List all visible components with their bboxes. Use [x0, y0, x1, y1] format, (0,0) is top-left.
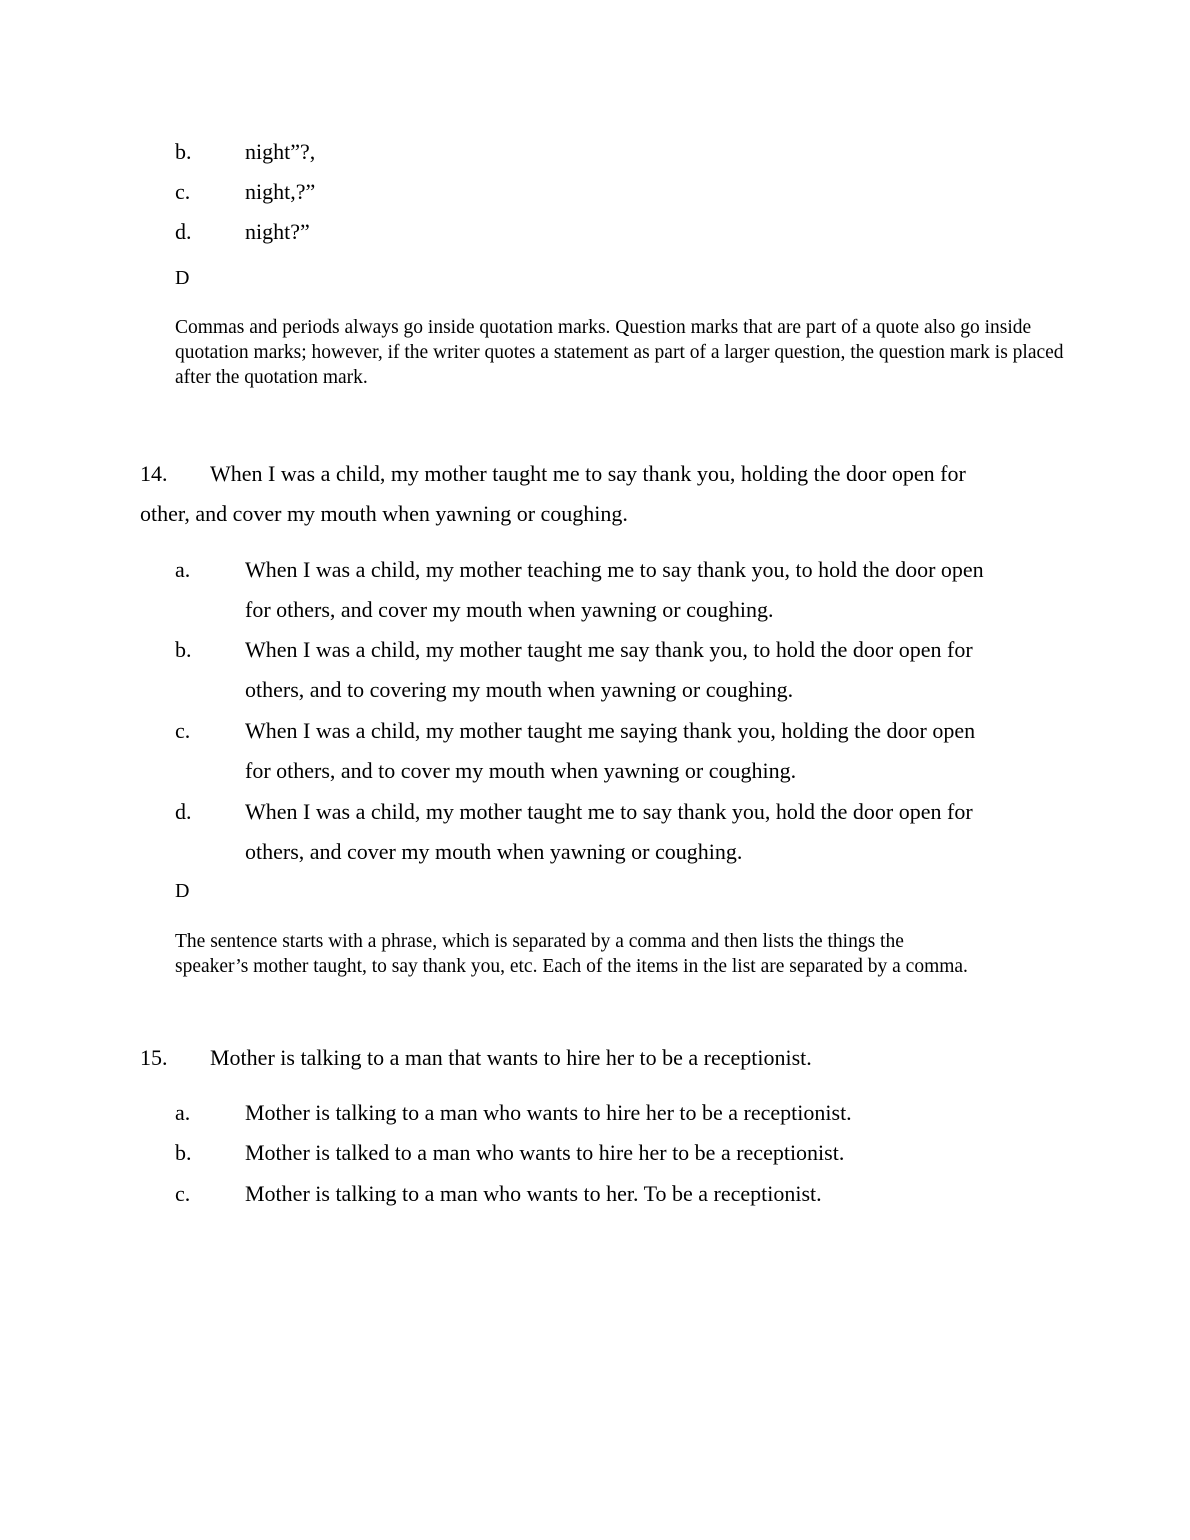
q14-answer: D [175, 880, 190, 902]
option-line: for others, and cover my mouth when yawning or coughing. [245, 597, 774, 622]
option-text: night?” [245, 219, 310, 244]
question-number: 15. [140, 1045, 168, 1070]
q14-explanation [175, 929, 1070, 979]
q14-stem-line2: other, and cover my mouth when yawning or coughing. [140, 501, 628, 526]
q15-stem [140, 1038, 1040, 1078]
explanation-line: The sentence starts with a phrase, which is separated by a comma and then lists the things the [175, 931, 904, 952]
q14-stem-line1 [140, 454, 1040, 494]
option-letter: a. [175, 557, 191, 582]
option-letter: c. [175, 718, 191, 743]
q13-explanation: Commas and periods always go inside quotation marks. Question marks that are part of a quote also go inside quotation marks; however, if the writer quotes a statement as part of a larger question, the question mark is placed after the quotation mark. [175, 317, 1064, 388]
option-letter: d. [175, 219, 192, 244]
option-text: night”?, [245, 139, 316, 164]
option-text [245, 711, 1045, 791]
option-line: for others, and to cover my mouth when yawning or coughing. [245, 758, 797, 783]
option-letter: b. [175, 1140, 192, 1165]
option-letter: b. [175, 637, 192, 662]
option-line: When I was a child, my mother taught me to say thank you, hold the door open for [245, 799, 973, 824]
option-text [245, 792, 1045, 872]
option-line: others, and cover my mouth when yawning or coughing. [245, 839, 743, 864]
option-letter: d. [175, 799, 192, 824]
explanation-line: speaker’s mother taught, to say thank you, etc. Each of the items in the list are separated by a comma. [175, 956, 968, 977]
option-text: Mother is talking to a man who wants to her. To be a receptionist. [245, 1181, 822, 1206]
option-text [245, 550, 1045, 630]
option-text [245, 630, 1045, 710]
option-line: When I was a child, my mother taught me say thank you, to hold the door open for [245, 637, 973, 662]
q14-stem [140, 454, 1040, 534]
question-text: Mother is talking to a man that wants to hire her to be a receptionist. [210, 1045, 812, 1070]
option-text: Mother is talking to a man who wants to hire her to be a receptionist. [245, 1100, 852, 1125]
option-letter: c. [175, 1181, 191, 1206]
question-text: When I was a child, my mother taught me to say thank you, holding the door open for [210, 461, 966, 486]
option-text: night,?” [245, 179, 316, 204]
option-letter: b. [175, 139, 192, 164]
option-letter: a. [175, 1100, 191, 1125]
option-line: When I was a child, my mother teaching me to say thank you, to hold the door open [245, 557, 984, 582]
question-number: 14. [140, 461, 168, 486]
option-line: When I was a child, my mother taught me saying thank you, holding the door open [245, 718, 976, 743]
q13-answer: D [175, 267, 190, 289]
option-line: others, and to covering my mouth when yawning or coughing. [245, 677, 794, 702]
option-letter: c. [175, 179, 191, 204]
option-text: Mother is talked to a man who wants to hire her to be a receptionist. [245, 1140, 845, 1165]
